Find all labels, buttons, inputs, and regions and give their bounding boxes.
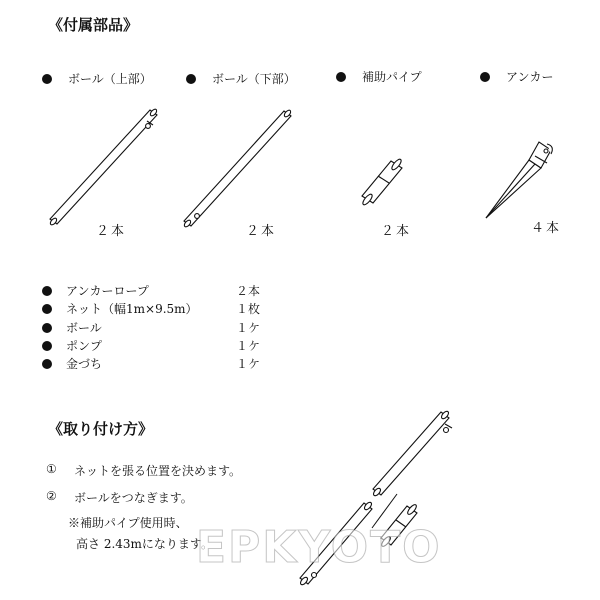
accessory-name: ボール bbox=[66, 321, 102, 335]
watermark-text: EPKYOTO bbox=[196, 522, 442, 573]
part-qty-aux-pipe: ２本 bbox=[381, 224, 412, 239]
bullet-icon bbox=[42, 341, 52, 351]
accessory-row bbox=[42, 282, 260, 299]
part-qty-anchor: ４本 bbox=[531, 221, 562, 236]
accessory-row bbox=[42, 319, 260, 336]
accessory-qty: １ケ bbox=[236, 321, 261, 335]
bullet-icon bbox=[42, 359, 52, 369]
part-name: アンカー bbox=[506, 70, 554, 84]
bullet-icon bbox=[42, 286, 52, 296]
part-qty-pole-lower: ２本 bbox=[246, 224, 277, 239]
note-line: 高さ 2.43mになります。 bbox=[76, 537, 213, 551]
part-name: ボール（下部） bbox=[212, 72, 296, 86]
accessory-row bbox=[42, 355, 260, 372]
accessory-qty: １ケ bbox=[236, 339, 261, 353]
anchor-peg-icon bbox=[486, 142, 552, 218]
bullet-icon bbox=[42, 304, 52, 314]
note-line: ※補助パイプ使用時、 bbox=[68, 516, 188, 530]
pole-upper-icon bbox=[49, 108, 158, 226]
parts-section-title: 《付属部品》 bbox=[48, 16, 139, 34]
accessory-name: ポンプ bbox=[66, 339, 103, 353]
accessory-name: 金づち bbox=[66, 357, 103, 371]
part-qty-pole-upper: ２本 bbox=[96, 224, 127, 239]
accessory-qty: １枚 bbox=[236, 302, 261, 316]
step-text: ネットを張る位置を決めます。 bbox=[74, 464, 242, 478]
step-text: ボールをつなぎます。 bbox=[74, 491, 193, 505]
install-step bbox=[46, 489, 193, 506]
accessory-name: ネット（幅1m×9.5m） bbox=[66, 302, 198, 316]
accessory-qty: ２本 bbox=[236, 284, 261, 298]
install-section-title: 《取り付け方》 bbox=[48, 420, 154, 438]
part-name: 補助パイプ bbox=[362, 70, 422, 84]
step-number: ① bbox=[46, 462, 57, 476]
install-step bbox=[46, 462, 241, 479]
accessory-name: アンカーロープ bbox=[66, 284, 149, 298]
accessory-row bbox=[42, 337, 260, 354]
bullet-icon bbox=[42, 323, 52, 333]
assembly-upper-pole bbox=[372, 410, 452, 497]
accessory-row bbox=[42, 300, 260, 317]
auxiliary-pipe-icon bbox=[361, 158, 402, 206]
part-name: ボール（上部） bbox=[68, 72, 152, 86]
step-number: ② bbox=[46, 489, 57, 503]
accessory-qty: １ケ bbox=[236, 357, 261, 371]
pole-lower-icon bbox=[183, 109, 292, 228]
